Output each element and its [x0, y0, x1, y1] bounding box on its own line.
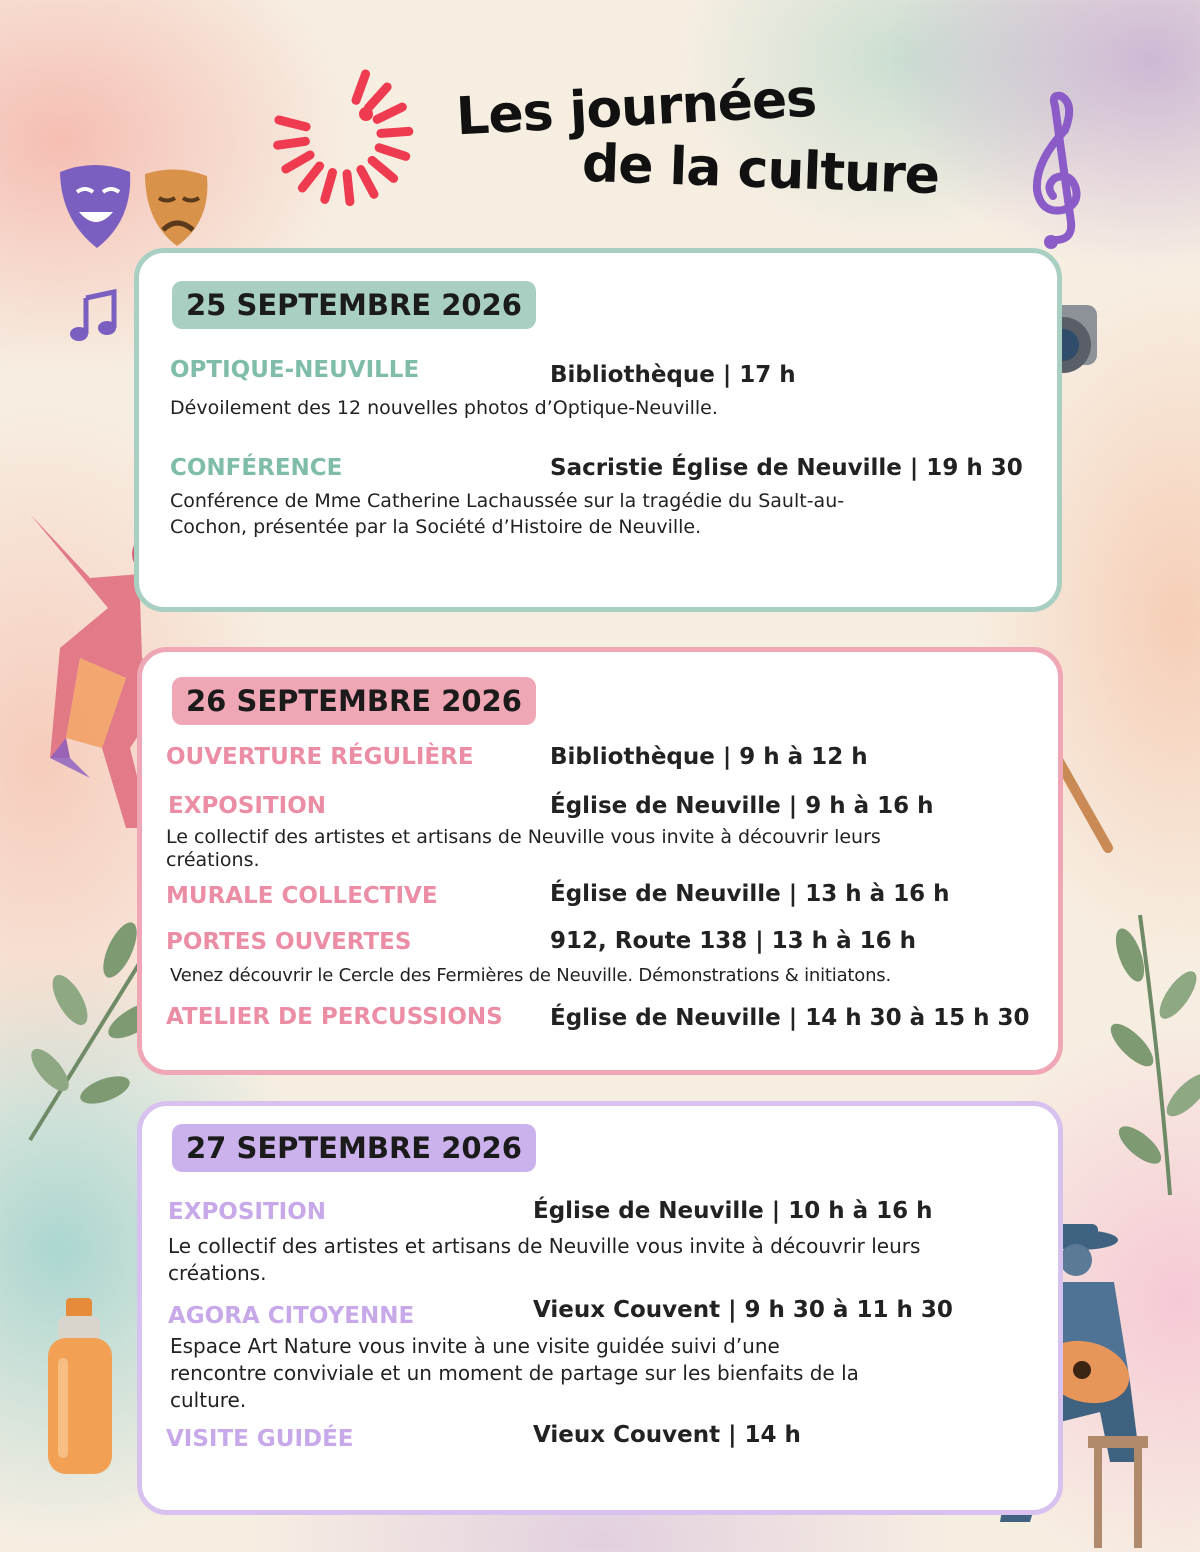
description-line: créations.: [168, 1261, 267, 1285]
event-category: MURALE COLLECTIVE: [166, 883, 438, 909]
event-location-time: 912, Route 138 | 13 h à 16 h: [550, 928, 916, 954]
description-line: rencontre conviviale et un moment de partage sur les bienfaits de la: [170, 1361, 859, 1385]
logo-ray: [325, 173, 333, 200]
logo-ray: [379, 148, 406, 157]
date-heading: 27 SEPTEMBRE 2026: [172, 1124, 536, 1172]
event-category: EXPOSITION: [168, 1199, 327, 1225]
description-line: culture.: [170, 1388, 247, 1412]
event-location-time: Église de Neuville | 9 h à 16 h: [550, 793, 934, 819]
logo-ray: [347, 174, 350, 202]
logo-icon: [268, 56, 418, 216]
event-location-time: Bibliothèque | 9 h à 12 h: [550, 744, 868, 770]
description-line: Cochon, présentée par la Société d’Histoire de Neuville.: [170, 516, 702, 538]
logo-ray: [377, 107, 402, 119]
logo-ray: [381, 131, 409, 133]
date-heading: 25 SEPTEMBRE 2026: [172, 281, 536, 329]
music-note-icon: [68, 288, 128, 348]
description-line: Le collectif des artistes et artisans de Neuville vous invite à découvrir leurs: [166, 826, 881, 848]
event-description: [170, 488, 844, 540]
description-line: créations.: [166, 849, 260, 871]
description-line: Le collectif des artistes et artisans de Neuville vous invite à découvrir leurs: [168, 1234, 921, 1258]
theatre-masks-icon: [55, 160, 225, 260]
page-title-line-2: de la culture: [581, 133, 941, 207]
event-description: Venez découvrir le Cercle des Fermières de Neuville. Démonstrations & initiatons.: [170, 965, 892, 986]
page-title-line-1: Les journées: [454, 68, 818, 148]
event-description: [170, 1333, 859, 1414]
logo-ray: [302, 166, 319, 188]
event-location-time: Sacristie Église de Neuville | 19 h 30: [550, 455, 1023, 481]
event-category: VISITE GUIDÉE: [166, 1426, 354, 1452]
logo-ray: [356, 74, 366, 100]
event-location-time: Église de Neuville | 10 h à 16 h: [533, 1198, 933, 1224]
event-location-time: Vieux Couvent | 9 h 30 à 11 h 30: [533, 1297, 953, 1323]
logo-ray: [279, 120, 306, 127]
event-category: CONFÉRENCE: [170, 455, 343, 481]
logo-ray: [372, 160, 393, 178]
description-line: Espace Art Nature vous invite à une visite guidée suivi d’une: [170, 1334, 780, 1358]
event-location-time: Église de Neuville | 14 h 30 à 15 h 30: [550, 1005, 1030, 1031]
logo-ray: [368, 87, 387, 108]
logo-ray: [286, 155, 310, 169]
logo-ray: [361, 170, 374, 195]
event-location-time: Bibliothèque | 17 h: [550, 362, 796, 388]
event-category: EXPOSITION: [168, 793, 327, 819]
event-category: PORTES OUVERTES: [166, 929, 412, 955]
date-heading: 26 SEPTEMBRE 2026: [172, 677, 536, 725]
event-description: [168, 1233, 920, 1287]
description-line: Conférence de Mme Catherine Lachaussée sur la tragédie du Sault-au-: [170, 490, 845, 512]
event-category: ATELIER DE PERCUSSIONS: [166, 1004, 503, 1030]
event-location-time: Vieux Couvent | 14 h: [533, 1422, 801, 1448]
event-category: OPTIQUE-NEUVILLE: [170, 357, 420, 383]
event-category: OUVERTURE RÉGULIÈRE: [166, 744, 474, 770]
event-description: Dévoilement des 12 nouvelles photos d’Optique-Neuville.: [170, 397, 718, 419]
spray-can-icon: [36, 1298, 126, 1478]
event-description: [166, 826, 881, 872]
event-category: AGORA CITOYENNE: [168, 1303, 415, 1329]
treble-clef-icon: [1015, 90, 1095, 260]
leaf-branch-right-icon: [1100, 905, 1200, 1205]
event-location-time: Église de Neuville | 13 h à 16 h: [550, 881, 950, 907]
logo-ray: [278, 141, 306, 145]
